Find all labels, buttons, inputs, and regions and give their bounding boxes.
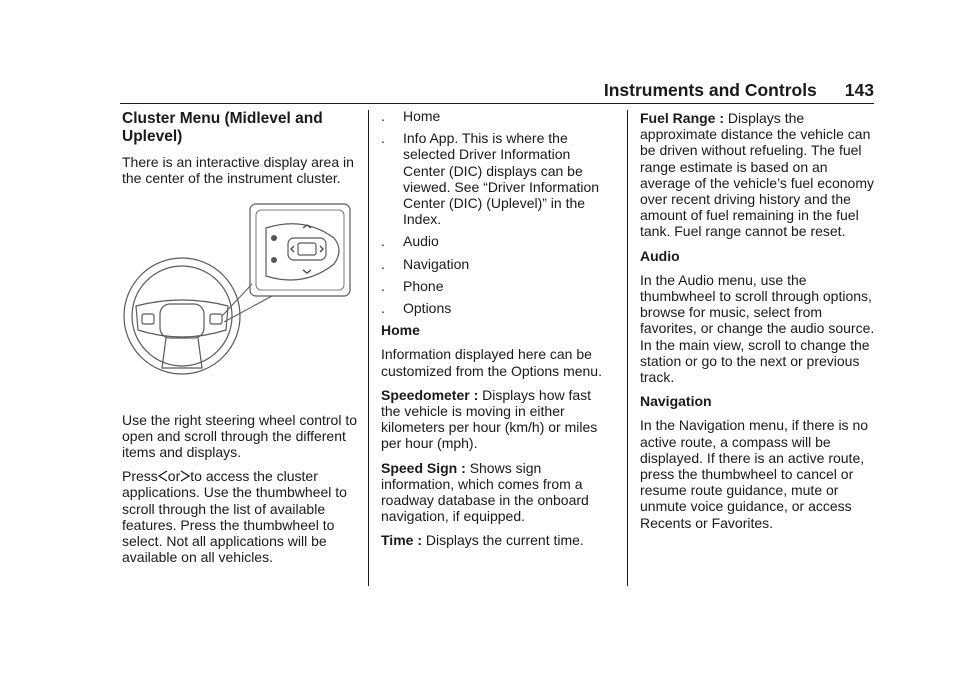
page-number: 143 [844,80,874,100]
paragraph: Use the right steering wheel control to open and scroll through the different items and displays. [122,411,358,461]
paragraph: Speed Sign : Shows sign information, which comes from a roadway database in the onboard navigation, if equipped. [381,459,589,525]
paragraph: Fuel Range : Displays the approximate distance the vehicle can be driven without refueling. The fuel range estimate is based on an average of the vehicle’s fuel economy over recent driving history and the amount of fuel remaining in the fuel tank. Fuel range cannot be reset. [640,110,874,240]
list-item: . Audio [381,233,439,250]
paragraph: In the Navigation menu, if there is no active route, a compass will be displayed. If there is an active route, press the thumbwheel to cancel or resume route guidance, mute or unmute voice guidance, or access Recents or Favorites. [640,417,869,531]
list-item: . Options [381,300,452,317]
list-item: . Home [381,108,441,124]
column-2 [381,108,613,557]
section-title: Instruments and Controls [603,80,817,100]
column-3 [640,110,876,539]
subheading-audio: Audio [640,247,680,264]
list-item: . Navigation [381,255,470,272]
steering-control-callout [250,204,350,296]
section-heading: Cluster Menu (Midlevel and Uplevel) [122,110,323,145]
intro-paragraph: There is an interactive display area in the center of the instrument cluster. [122,154,354,187]
subheading-home: Home [381,322,420,339]
chevron-left-icon [158,470,168,482]
column-divider [627,110,628,586]
header-rule [120,103,874,104]
list-item: . Info App. This is where the selected Driver Information Center (DIC) displays can be viewed. See “Driver Information Center (DIC) (Uplevel)” in the Index. [381,130,600,228]
column-divider [368,110,369,586]
paragraph: Press or to access the cluster applications. Use the thumbwheel to scroll through the list of available features. Press the thumbwheel to select. Not all applications will be available on all vehicles. [122,468,347,566]
control-arrows [291,225,323,273]
steering-wheel-illustration [122,198,358,390]
list-item: . Phone [381,277,444,294]
paragraph: In the Audio menu, use the thumbwheel to scroll through options, browse for music, select from favorites, or change the audio source. In the main view, scroll to change the station or go to the next or previous track. [640,271,875,386]
voice-phone-icons [271,235,277,263]
paragraph: Speedometer : Displays how fast the vehicle is moving in either kilometers per hour (km/h) or miles per hour (mph). [381,386,598,452]
paragraph: Information displayed here can be customized from the Options menu. [381,346,602,379]
chevron-right-icon [180,470,190,482]
page-header [604,80,874,101]
subheading-navigation: Navigation [640,393,712,410]
menu-list [381,108,613,316]
paragraph: Time : Displays the current time. [381,532,584,549]
column-1 [122,110,358,573]
